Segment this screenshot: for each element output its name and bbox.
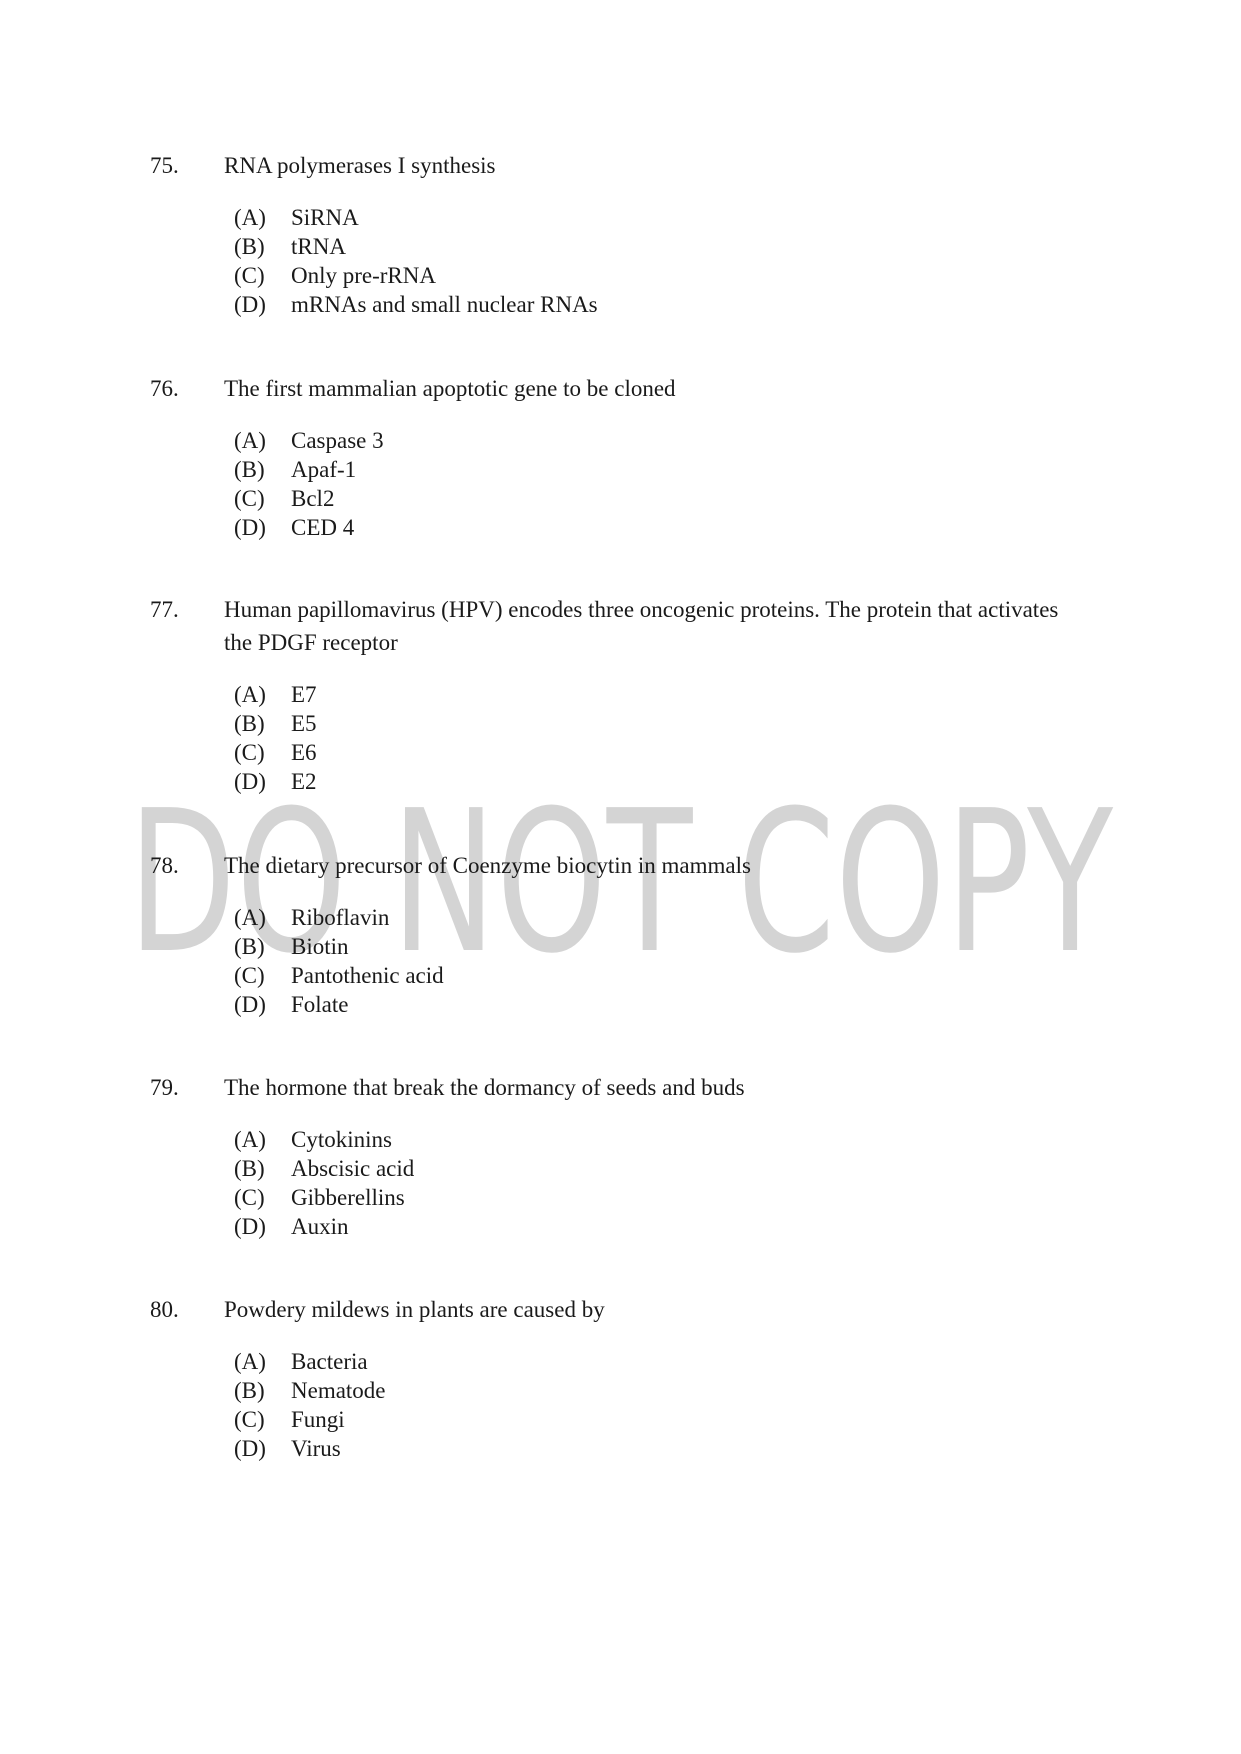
option-letter: (D) <box>234 292 266 317</box>
option-letter: (C) <box>234 963 265 988</box>
option-text: Folate <box>291 992 349 1017</box>
question-number: 78. <box>150 853 179 878</box>
option-b <box>234 932 1080 961</box>
option-letter: (A) <box>234 1127 266 1152</box>
option-text: E5 <box>291 711 317 736</box>
question-76 <box>150 372 1080 542</box>
option-letter: (D) <box>234 992 266 1017</box>
option-letter: (B) <box>234 1378 265 1403</box>
option-letter: (A) <box>234 205 266 230</box>
question-number: 77. <box>150 597 179 622</box>
option-letter: (D) <box>234 769 266 794</box>
option-letter: (B) <box>234 457 265 482</box>
option-letter: (A) <box>234 682 266 707</box>
question-77 <box>150 593 1080 796</box>
question-text: Powdery mildews in plants are caused by <box>224 1297 605 1322</box>
option-b <box>234 455 1080 484</box>
option-text: Bacteria <box>291 1349 368 1374</box>
option-letter: (D) <box>234 1436 266 1461</box>
option-c <box>234 738 1080 767</box>
option-b <box>234 232 1080 261</box>
option-text: Virus <box>291 1436 341 1461</box>
option-d <box>234 1212 1080 1241</box>
options-list <box>234 680 1080 796</box>
options-list <box>234 1347 1080 1463</box>
option-text: Cytokinins <box>291 1127 392 1152</box>
option-letter: (A) <box>234 1349 266 1374</box>
question-text: The hormone that break the dormancy of seeds and buds <box>224 1075 745 1100</box>
option-letter: (C) <box>234 1185 265 1210</box>
option-d <box>234 513 1080 542</box>
question-text: Human papillomavirus (HPV) encodes three oncogenic proteins. The protein that activates the PDGF receptor <box>224 597 1059 655</box>
question-number: 80. <box>150 1297 179 1322</box>
option-b <box>234 1154 1080 1183</box>
option-letter: (C) <box>234 1407 265 1432</box>
question-79 <box>150 1071 1080 1241</box>
option-b <box>234 709 1080 738</box>
option-letter: (D) <box>234 515 266 540</box>
option-letter: (D) <box>234 1214 266 1239</box>
option-text: Riboflavin <box>291 905 390 930</box>
question-text: The dietary precursor of Coenzyme biocytin in mammals <box>224 853 751 878</box>
options-list <box>234 1125 1080 1241</box>
option-text: E7 <box>291 682 317 707</box>
option-letter: (C) <box>234 263 265 288</box>
options-list <box>234 203 1080 319</box>
question-80 <box>150 1293 1080 1463</box>
option-letter: (C) <box>234 486 265 511</box>
option-text: Caspase 3 <box>291 428 384 453</box>
options-list <box>234 426 1080 542</box>
option-letter: (A) <box>234 905 266 930</box>
option-d <box>234 290 1080 319</box>
option-c <box>234 1405 1080 1434</box>
option-text: E2 <box>291 769 317 794</box>
question-text: The first mammalian apoptotic gene to be cloned <box>224 376 676 401</box>
question-78 <box>150 849 1080 1019</box>
option-text: SiRNA <box>291 205 359 230</box>
option-text: tRNA <box>291 234 346 259</box>
option-letter: (A) <box>234 428 266 453</box>
option-letter: (B) <box>234 934 265 959</box>
option-letter: (B) <box>234 1156 265 1181</box>
option-c <box>234 484 1080 513</box>
option-text: Only pre-rRNA <box>291 263 436 288</box>
option-letter: (B) <box>234 234 265 259</box>
options-list <box>234 903 1080 1019</box>
question-75 <box>150 149 1080 319</box>
question-text: RNA polymerases I synthesis <box>224 153 496 178</box>
option-a <box>234 203 1080 232</box>
option-text: Biotin <box>291 934 349 959</box>
option-c <box>234 1183 1080 1212</box>
option-text: Abscisic acid <box>291 1156 415 1181</box>
option-text: Nematode <box>291 1378 386 1403</box>
option-text: Bcl2 <box>291 486 335 511</box>
question-number: 79. <box>150 1075 179 1100</box>
option-a <box>234 680 1080 709</box>
option-d <box>234 1434 1080 1463</box>
option-text: Fungi <box>291 1407 345 1432</box>
option-c <box>234 261 1080 290</box>
question-number: 75. <box>150 153 179 178</box>
option-letter: (C) <box>234 740 265 765</box>
question-number: 76. <box>150 376 179 401</box>
option-text: Auxin <box>291 1214 349 1239</box>
option-text: E6 <box>291 740 317 765</box>
option-a <box>234 903 1080 932</box>
option-c <box>234 961 1080 990</box>
option-a <box>234 426 1080 455</box>
option-b <box>234 1376 1080 1405</box>
option-letter: (B) <box>234 711 265 736</box>
option-d <box>234 767 1080 796</box>
option-text: Gibberellins <box>291 1185 405 1210</box>
watermark-text: DO NOT COPY <box>128 770 1114 970</box>
option-text: mRNAs and small nuclear RNAs <box>291 292 598 317</box>
option-a <box>234 1125 1080 1154</box>
option-a <box>234 1347 1080 1376</box>
option-text: Pantothenic acid <box>291 963 444 988</box>
option-text: CED 4 <box>291 515 355 540</box>
option-text: Apaf-1 <box>291 457 357 482</box>
option-d <box>234 990 1080 1019</box>
